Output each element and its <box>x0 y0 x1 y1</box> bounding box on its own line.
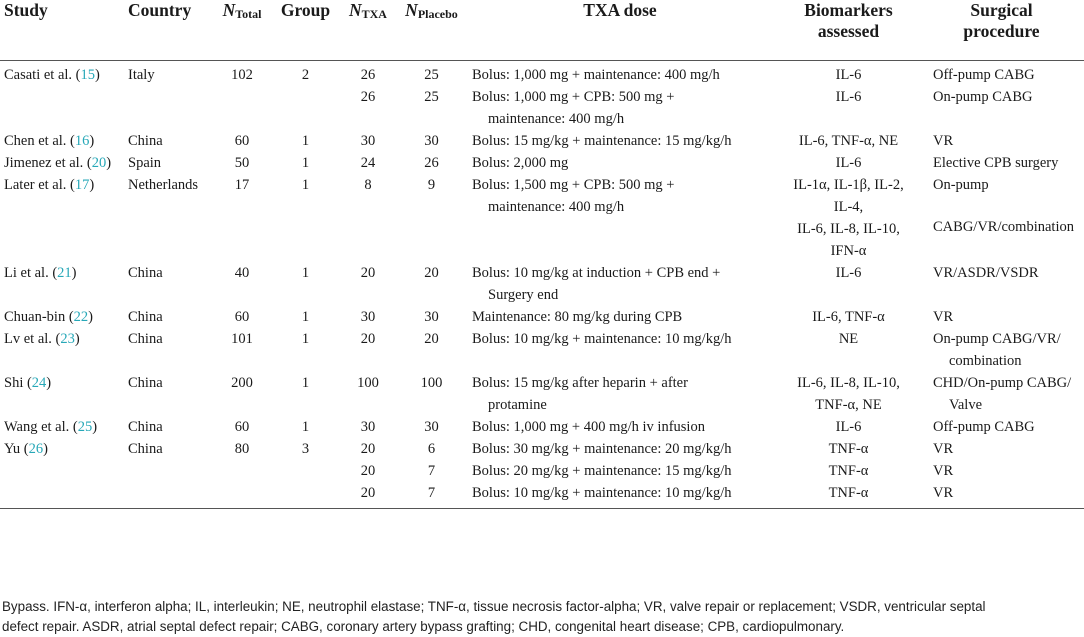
cell-group: 2 <box>301 66 310 83</box>
cell-country: China <box>128 308 163 325</box>
procedure-line1: VR <box>933 308 954 325</box>
cell-n-placebo: 7 <box>397 482 466 509</box>
cell-n-total: 101 <box>231 330 253 347</box>
study-reference-link[interactable]: 24 <box>31 374 47 391</box>
dose-line1: Maintenance: 80 mg/kg during CPB <box>472 308 683 325</box>
table-row <box>0 416 1084 438</box>
cell-biomarkers <box>774 328 923 372</box>
cell-country: Spain <box>128 154 162 171</box>
cell-group: 1 <box>301 154 310 171</box>
procedure-line1: VR <box>933 484 954 501</box>
study-reference-link[interactable]: 21 <box>57 264 72 281</box>
header-n-total-sub: Total <box>235 7 262 21</box>
dose-line2: maintenance: 400 mg/h <box>488 198 625 215</box>
cell-n-placebo: 20 <box>424 330 439 347</box>
cell-txa-dose <box>466 262 774 306</box>
study-name: Jimenez et al. ( <box>4 154 92 171</box>
cell-txa-dose <box>466 130 774 152</box>
dose-line1: Bolus: 1,000 mg + CPB: 500 mg + <box>472 88 675 105</box>
study-reference-link[interactable]: 20 <box>91 154 107 171</box>
procedure-line2: CABG/VR/combination <box>933 218 1074 235</box>
cell-country: Netherlands <box>128 176 199 193</box>
procedure-line1: On-pump CABG <box>933 88 1033 105</box>
cell-n-placebo: 30 <box>424 308 439 325</box>
cell-n-placebo: 30 <box>424 132 439 149</box>
cell-txa-dose <box>466 86 774 130</box>
biomarkers-line1: NE <box>838 330 859 347</box>
cell-country: China <box>128 132 163 149</box>
footnote-line2: defect repair. ASDR, atrial septal defect repair; CABG, coronary artery bypass grafting; CHD, congenital heart disease; CPB, cardiopulmonary. <box>2 619 845 634</box>
cell-study <box>0 482 128 509</box>
cell-study <box>0 438 128 460</box>
study-reference-link[interactable]: 26 <box>28 440 44 457</box>
header-biomarkers-line2: assessed <box>817 21 880 41</box>
study-name: Casati et al. ( <box>4 66 81 83</box>
study-name: Shi ( <box>4 374 32 391</box>
procedure-line1: On-pump CABG/VR/ <box>933 330 1061 347</box>
biomarkers-line1: IL-6, IL-8, IL-10, <box>797 374 900 391</box>
study-name: Yu ( <box>4 440 29 457</box>
study-name: Chuan-bin ( <box>4 308 74 325</box>
cell-group: 1 <box>301 418 310 435</box>
procedure-line1: VR <box>933 462 954 479</box>
study-name-close: ) <box>43 440 48 457</box>
study-name: Li et al. ( <box>4 264 58 281</box>
cell-biomarkers <box>774 306 923 328</box>
cell-study <box>0 60 128 86</box>
cell-surgical-procedure <box>923 60 1084 86</box>
cell-biomarkers <box>774 152 923 174</box>
study-reference-link[interactable]: 17 <box>74 176 90 193</box>
cell-n-total: 60 <box>234 132 250 149</box>
cell-group: 1 <box>301 132 310 149</box>
cell-n-txa: 30 <box>360 132 376 149</box>
table-row <box>0 306 1084 328</box>
table-row <box>0 372 1084 416</box>
study-name: Lv et al. ( <box>4 330 61 347</box>
table-row <box>0 460 1084 482</box>
header-procedure-line2: procedure <box>963 21 1040 41</box>
cell-surgical-procedure <box>923 86 1084 130</box>
table-row <box>0 174 1084 262</box>
header-n-txa-sub: TXA <box>361 7 387 21</box>
cell-txa-dose <box>466 438 774 460</box>
cell-country <box>128 482 212 509</box>
biomarkers-line1: TNF-α <box>828 484 869 501</box>
table-body <box>0 60 1084 508</box>
procedure-line1: VR/ASDR/VSDR <box>933 264 1039 281</box>
procedure-line1: Off-pump CABG <box>933 66 1035 83</box>
dose-line1: Bolus: 1,000 mg + 400 mg/h iv infusion <box>472 418 705 435</box>
procedure-line1: CHD/On-pump CABG/ <box>933 374 1072 391</box>
dose-line1: Bolus: 1,500 mg + CPB: 500 mg + <box>472 176 675 193</box>
study-reference-link[interactable]: 25 <box>77 418 93 435</box>
header-n-txa-symbol: N <box>349 0 362 20</box>
cell-study <box>0 174 128 262</box>
cell-biomarkers <box>774 482 923 509</box>
cell-n-placebo: 20 <box>424 264 439 281</box>
cell-txa-dose <box>466 372 774 416</box>
procedure-line1: VR <box>933 132 954 149</box>
cell-n-total: 200 <box>231 374 253 391</box>
cell-biomarkers <box>774 262 923 306</box>
cell-n-txa: 26 <box>360 66 376 83</box>
cell-txa-dose <box>466 460 774 482</box>
header-biomarkers <box>774 0 923 60</box>
table-row <box>0 262 1084 306</box>
cell-country: Italy <box>128 66 155 83</box>
cell-n-total: 50 <box>234 154 250 171</box>
biomarkers-line1: TNF-α <box>828 440 869 457</box>
study-name: Chen et al. ( <box>4 132 75 149</box>
dose-line1: Bolus: 10 mg/kg + maintenance: 10 mg/kg/h <box>472 484 732 501</box>
cell-surgical-procedure <box>923 460 1084 482</box>
dose-line1: Bolus: 15 mg/kg + maintenance: 15 mg/kg/h <box>472 132 732 149</box>
cell-biomarkers <box>774 372 923 416</box>
study-name-close: ) <box>95 66 100 83</box>
cell-biomarkers <box>774 86 923 130</box>
cell-country: China <box>128 264 163 281</box>
biomarkers-line4: IFN-α <box>830 242 867 259</box>
study-name-close: ) <box>71 264 77 281</box>
cell-country: China <box>128 374 163 391</box>
table-row <box>0 130 1084 152</box>
cell-study <box>0 460 128 482</box>
table-row <box>0 86 1084 130</box>
cell-txa-dose <box>466 152 774 174</box>
header-txa-dose: TXA dose <box>466 0 774 60</box>
dose-line1: Bolus: 20 mg/kg + maintenance: 15 mg/kg/h <box>472 462 732 479</box>
header-biomarkers-line1: Biomarkers <box>804 0 893 20</box>
cell-group <box>272 460 339 482</box>
header-n-total <box>212 0 272 60</box>
cell-n-txa: 20 <box>360 440 376 457</box>
table-row <box>0 152 1084 174</box>
header-group: Group <box>272 0 339 60</box>
study-name-close: ) <box>106 154 112 171</box>
cell-n-total: 40 <box>234 264 250 281</box>
header-n-txa <box>339 0 397 60</box>
cell-n-placebo: 7 <box>427 462 436 479</box>
cell-n-txa: 30 <box>360 418 376 435</box>
cell-n-total: 80 <box>234 440 250 457</box>
biomarkers-line2: IL-4, <box>833 198 864 215</box>
dose-line2: maintenance: 400 mg/h <box>488 110 625 127</box>
biomarkers-line1: IL-6 <box>835 264 862 281</box>
header-procedure-line1: Surgical <box>970 0 1033 20</box>
cell-group: 1 <box>301 176 310 193</box>
cell-n-placebo: 30 <box>424 418 439 435</box>
cell-group: 1 <box>301 264 310 281</box>
cell-study <box>0 262 128 306</box>
cell-study <box>0 306 128 328</box>
study-name-close: ) <box>89 176 95 193</box>
procedure-line2: Valve <box>949 396 983 413</box>
cell-surgical-procedure <box>923 306 1084 328</box>
study-name-close: ) <box>92 418 98 435</box>
header-country: Country <box>128 0 212 60</box>
cell-n-txa: 20 <box>360 264 376 281</box>
cell-country: China <box>128 330 163 347</box>
study-reference-link[interactable]: 16 <box>74 132 90 149</box>
cell-surgical-procedure <box>923 482 1084 509</box>
dose-line1: Bolus: 15 mg/kg after heparin + after <box>472 374 688 391</box>
cell-txa-dose <box>466 306 774 328</box>
procedure-line1: Elective CPB surgery <box>933 154 1059 171</box>
cell-n-txa: 30 <box>360 308 376 325</box>
cell-n-total: 102 <box>231 66 253 83</box>
cell-n-total: 17 <box>234 176 250 193</box>
cell-n-placebo: 100 <box>420 374 443 391</box>
header-row <box>0 0 1084 60</box>
procedure-line1: VR <box>933 440 954 457</box>
cell-study <box>0 130 128 152</box>
cell-n-placebo: 9 <box>427 176 436 193</box>
cell-group: 3 <box>301 440 310 457</box>
cell-n-txa: 26 <box>360 88 376 105</box>
dose-line1: Bolus: 10 mg/kg + maintenance: 10 mg/kg/h <box>472 330 732 347</box>
cell-surgical-procedure <box>923 152 1084 174</box>
biomarkers-line1: IL-6, TNF-α, NE <box>798 132 899 149</box>
cell-group: 1 <box>301 330 310 347</box>
table-row <box>0 438 1084 460</box>
biomarkers-line1: IL-6, TNF-α <box>812 308 885 325</box>
cell-country <box>128 86 212 130</box>
cell-biomarkers <box>774 438 923 460</box>
header-n-placebo <box>397 0 466 60</box>
table-row <box>0 60 1084 86</box>
cell-txa-dose <box>466 416 774 438</box>
cell-n-total <box>212 460 272 482</box>
cell-n-placebo: 25 <box>424 66 439 83</box>
cell-study <box>0 372 128 416</box>
table-row <box>0 482 1084 509</box>
cell-biomarkers <box>774 416 923 438</box>
table-row <box>0 328 1084 372</box>
cell-surgical-procedure <box>923 372 1084 416</box>
study-name-close: ) <box>89 132 95 149</box>
study-reference-link[interactable]: 15 <box>80 66 96 83</box>
cell-study <box>0 86 128 130</box>
header-n-total-symbol: N <box>222 0 236 20</box>
cell-n-total: 60 <box>234 308 250 325</box>
study-name-close: ) <box>46 374 52 391</box>
cell-surgical-procedure <box>923 328 1084 372</box>
cell-study <box>0 152 128 174</box>
cell-txa-dose <box>466 482 774 509</box>
dose-line1: Bolus: 1,000 mg + maintenance: 400 mg/h <box>472 66 720 83</box>
cell-study <box>0 416 128 438</box>
dose-line2: Surgery end <box>488 286 559 303</box>
cell-study <box>0 328 128 372</box>
procedure-line1: On-pump <box>933 176 989 193</box>
procedure-line2: combination <box>949 352 1022 369</box>
dose-line1: Bolus: 10 mg/kg at induction + CPB end + <box>472 264 721 281</box>
biomarkers-line1: TNF-α <box>828 462 869 479</box>
header-n-placebo-symbol: N <box>405 0 418 20</box>
cell-txa-dose <box>466 60 774 86</box>
cell-country: China <box>128 418 163 435</box>
cell-surgical-procedure <box>923 130 1084 152</box>
cell-txa-dose <box>466 328 774 372</box>
biomarkers-line1: IL-6 <box>835 88 862 105</box>
study-reference-link[interactable]: 23 <box>60 330 75 347</box>
study-name: Wang et al. ( <box>4 418 78 435</box>
biomarkers-line1: IL-6 <box>835 418 862 435</box>
study-reference-link[interactable]: 22 <box>73 308 89 325</box>
cell-n-placebo: 6 <box>427 440 436 457</box>
biomarkers-line1: IL-6 <box>835 66 862 83</box>
biomarkers-line3: IL-6, IL-8, IL-10, <box>797 220 900 237</box>
cell-n-txa: 20 <box>360 462 376 479</box>
header-study: Study <box>0 0 128 60</box>
cell-biomarkers <box>774 130 923 152</box>
header-procedure <box>923 0 1084 60</box>
cell-n-total <box>212 482 272 509</box>
cell-biomarkers <box>774 174 923 262</box>
header-n-placebo-sub: Placebo <box>417 7 458 21</box>
cell-biomarkers <box>774 60 923 86</box>
cell-surgical-procedure <box>923 438 1084 460</box>
cell-n-txa: 20 <box>360 330 376 347</box>
biomarkers-line2: TNF-α, NE <box>815 396 882 413</box>
cell-surgical-procedure <box>923 262 1084 306</box>
cell-n-placebo: 26 <box>424 154 439 171</box>
footnote-line1: Bypass. IFN-α, interferon alpha; IL, interleukin; NE, neutrophil elastase; TNF-α, tissue necrosis factor-alpha; VR, valve repair or replacement; VSDR, ventricular septal <box>2 599 986 614</box>
cell-surgical-procedure <box>923 416 1084 438</box>
cell-country: China <box>128 440 163 457</box>
cell-group <box>272 482 339 509</box>
study-name-close: ) <box>74 330 80 347</box>
cell-n-placebo: 25 <box>424 88 439 105</box>
cell-country <box>128 460 212 482</box>
cell-group <box>272 86 339 130</box>
cell-n-total <box>212 86 272 130</box>
study-name: Later et al. ( <box>4 176 75 193</box>
dose-line2: protamine <box>488 396 547 413</box>
cell-n-txa: 24 <box>360 154 376 171</box>
cell-group: 1 <box>301 374 310 391</box>
cell-n-txa: 100 <box>357 374 379 391</box>
cell-biomarkers <box>774 460 923 482</box>
cell-n-txa: 20 <box>339 482 397 509</box>
procedure-line1: Off-pump CABG <box>933 418 1035 435</box>
table-footnote <box>2 597 1084 637</box>
dose-line1: Bolus: 2,000 mg <box>472 154 569 171</box>
biomarkers-line1: IL-1α, IL-1β, IL-2, <box>793 176 904 193</box>
cell-n-total: 60 <box>234 418 250 435</box>
study-name-close: ) <box>88 308 94 325</box>
cell-txa-dose <box>466 174 774 262</box>
dose-line1: Bolus: 30 mg/kg + maintenance: 20 mg/kg/h <box>472 440 732 457</box>
cell-n-txa: 8 <box>364 176 372 193</box>
cell-surgical-procedure <box>923 174 1084 262</box>
biomarkers-line1: IL-6 <box>835 154 862 171</box>
cell-group: 1 <box>301 308 310 325</box>
